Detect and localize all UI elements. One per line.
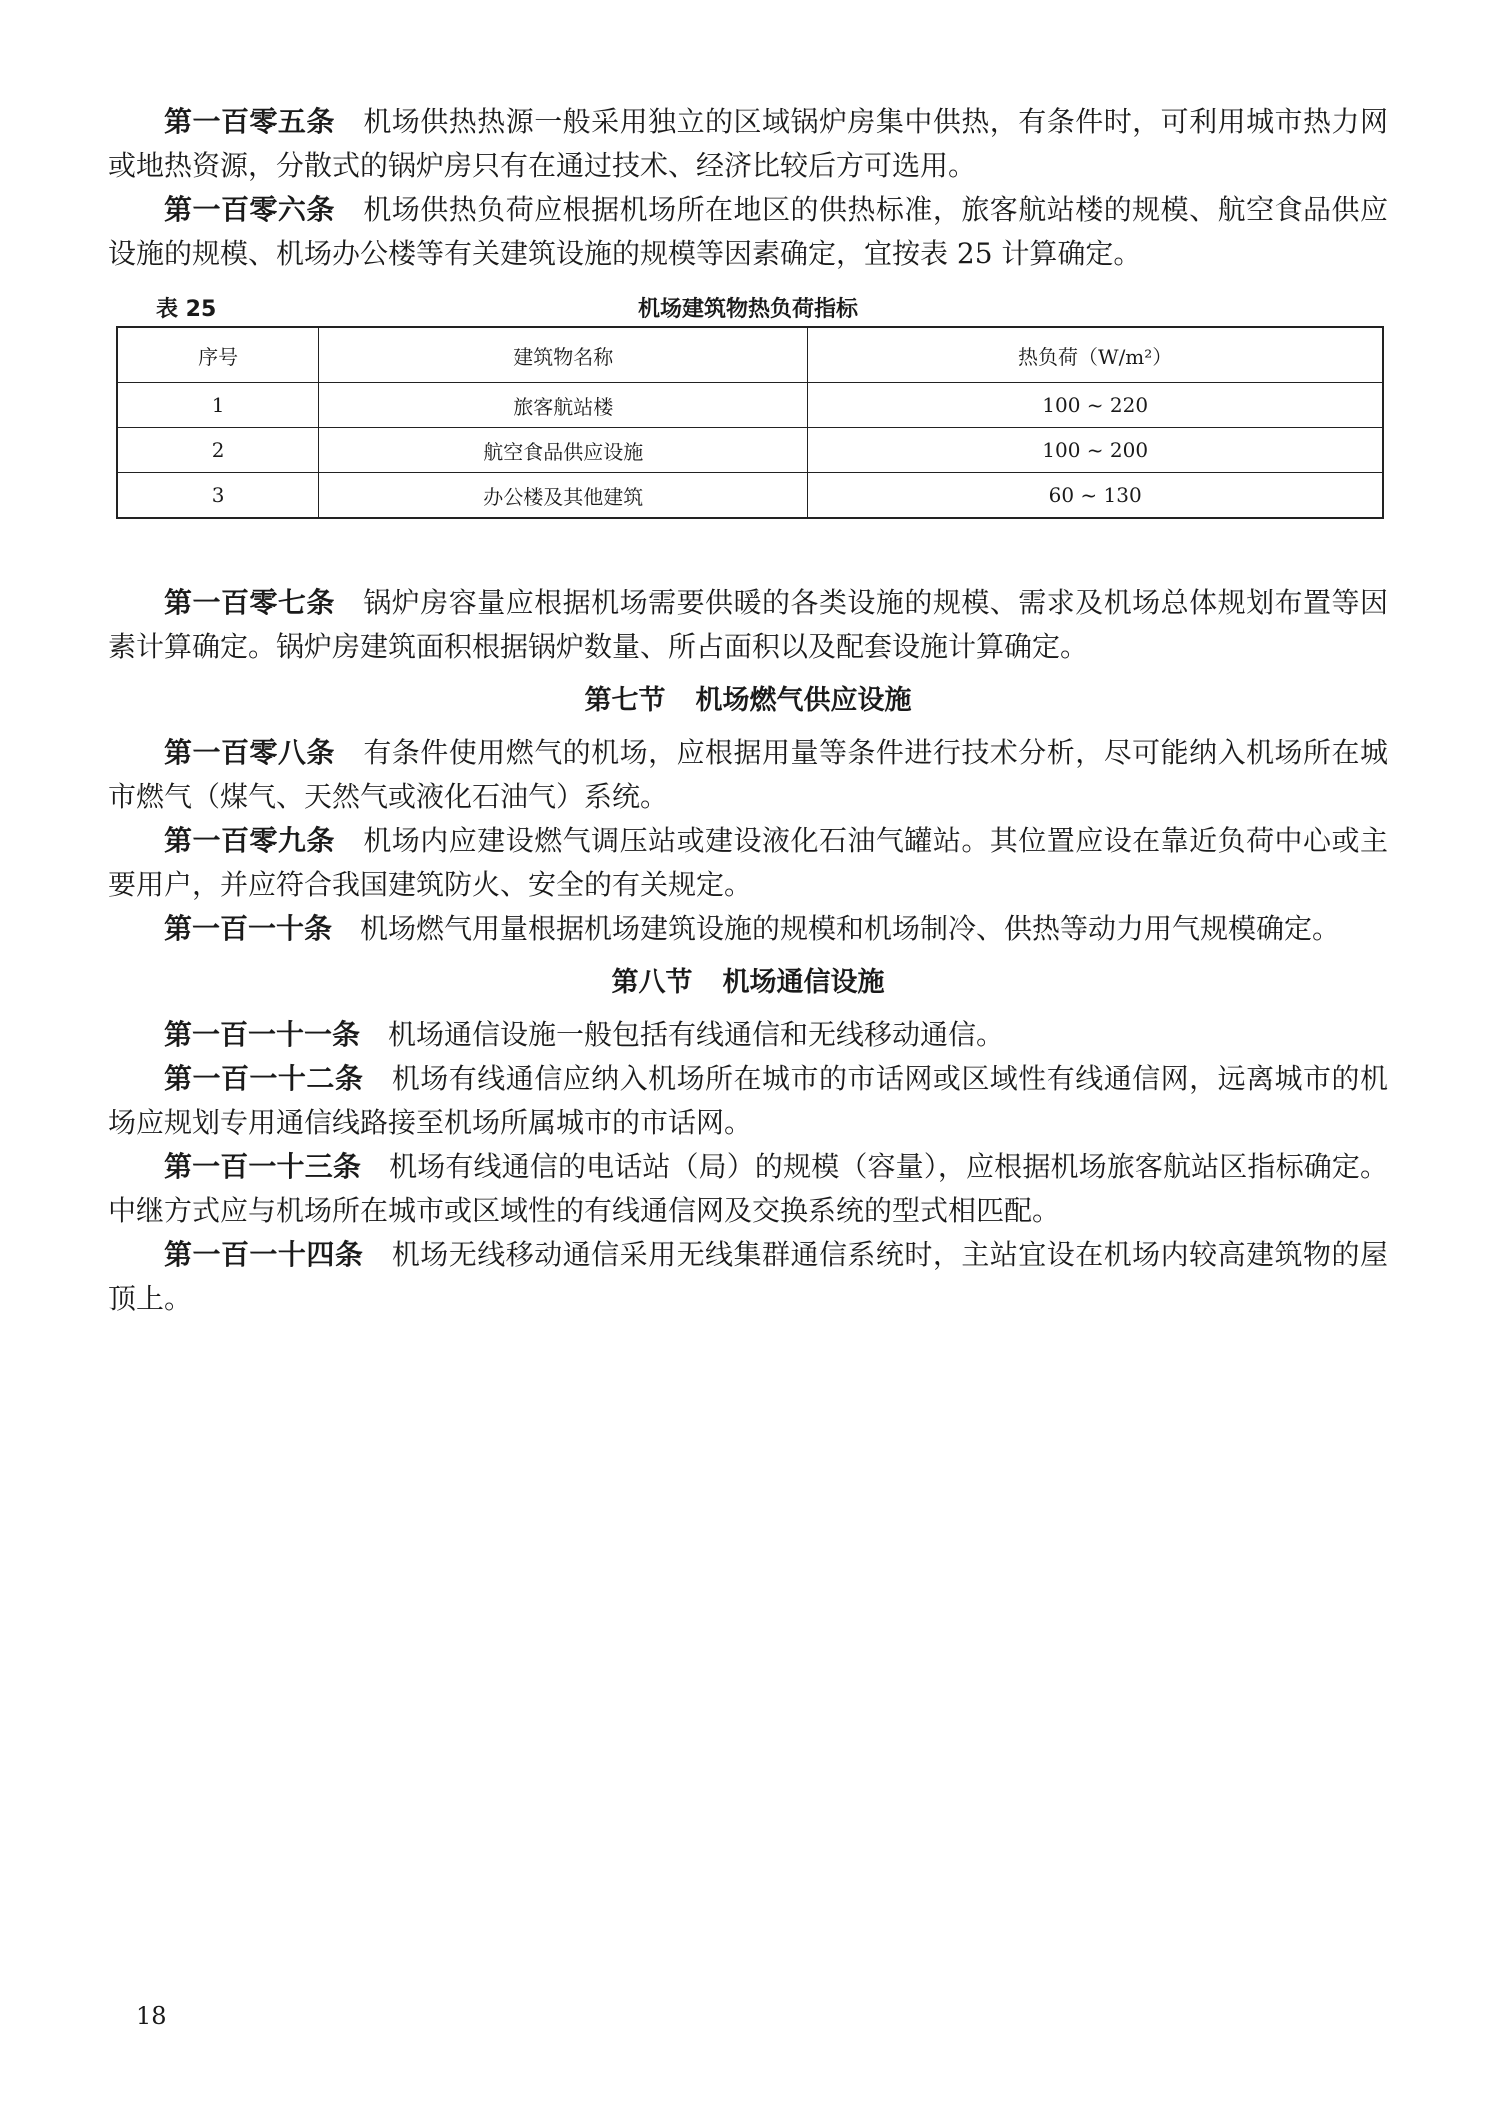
table-caption — [108, 286, 1388, 326]
cell-building: 办公楼及其他建筑 — [319, 473, 808, 519]
cell-index: 1 — [117, 383, 319, 428]
article-114 — [108, 1233, 1388, 1321]
table-header-row — [117, 327, 1383, 383]
section-number: 第七节 — [584, 685, 666, 716]
article-text: 机场内应建设燃气调压站或建设液化石油气罐站。其位置应设在靠近负荷中心或主要用户，并应符合我国建筑防火、安全的有关规定。 — [108, 824, 1388, 901]
cell-heat-load: 100 ~ 220 — [808, 383, 1383, 428]
article-label: 第一百一十三条 — [164, 1150, 361, 1183]
article-text: 锅炉房容量应根据机场需要供暖的各类设施的规模、需求及机场总体规划布置等因素计算确定。锅炉房建筑面积根据锅炉数量、所占面积以及配套设施计算确定。 — [108, 586, 1388, 663]
section-title: 机场通信设施 — [722, 967, 885, 998]
article-text: 机场通信设施一般包括有线通信和无线移动通信。 — [388, 1018, 1005, 1051]
table-number: 表 25 — [156, 297, 217, 322]
header-building: 建筑物名称 — [319, 327, 808, 383]
article-label: 第一百一十四条 — [164, 1238, 364, 1271]
article-label: 第一百零八条 — [164, 736, 335, 769]
article-label: 第一百一十条 — [164, 912, 333, 945]
article-label: 第一百一十二条 — [164, 1062, 364, 1095]
table-row — [117, 383, 1383, 428]
article-111 — [108, 1013, 1388, 1057]
article-label: 第一百一十一条 — [164, 1018, 361, 1051]
article-label: 第一百零九条 — [164, 824, 335, 857]
cell-heat-load: 60 ~ 130 — [808, 473, 1383, 519]
heat-load-table — [116, 326, 1384, 519]
article-text: 机场有线通信的电话站（局）的规模（容量），应根据机场旅客航站区指标确定。中继方式应与机场所在城市或区域性的有线通信网及交换系统的型式相匹配。 — [108, 1150, 1388, 1227]
article-label: 第一百零五条 — [164, 105, 335, 138]
article-109 — [108, 819, 1388, 907]
cell-heat-load: 100 ~ 200 — [808, 428, 1383, 473]
article-text: 机场供热负荷应根据机场所在地区的供热标准，旅客航站楼的规模、航空食品供应设施的规模、机场办公楼等有关建筑设施的规模等因素确定，宜按表 25 计算确定。 — [108, 193, 1388, 270]
article-106 — [108, 188, 1388, 276]
table-row — [117, 428, 1383, 473]
section-8-heading — [108, 959, 1388, 1007]
article-label: 第一百零七条 — [164, 586, 335, 619]
document-page — [108, 100, 1388, 1321]
article-text: 机场无线移动通信采用无线集群通信系统时，主站宜设在机场内较高建筑物的屋顶上。 — [108, 1238, 1388, 1315]
section-7-heading — [108, 677, 1388, 725]
article-110 — [108, 907, 1388, 951]
header-index: 序号 — [117, 327, 319, 383]
cell-building: 航空食品供应设施 — [319, 428, 808, 473]
article-text: 机场燃气用量根据机场建筑设施的规模和机场制冷、供热等动力用气规模确定。 — [360, 912, 1341, 945]
article-text: 机场有线通信应纳入机场所在城市的市话网或区域性有线通信网，远离城市的机场应规划专用通信线路接至机场所属城市的市话网。 — [108, 1062, 1388, 1139]
page-number: 18 — [136, 2002, 167, 2030]
article-113 — [108, 1145, 1388, 1233]
section-title: 机场燃气供应设施 — [695, 685, 912, 716]
header-heat-load: 热负荷（W/m²） — [808, 327, 1383, 383]
article-text: 有条件使用燃气的机场，应根据用量等条件进行技术分析，尽可能纳入机场所在城市燃气（煤气、天然气或液化石油气）系统。 — [108, 736, 1388, 813]
article-112 — [108, 1057, 1388, 1145]
article-105 — [108, 100, 1388, 188]
table-row — [117, 473, 1383, 519]
cell-index: 3 — [117, 473, 319, 519]
table-title: 机场建筑物热负荷指标 — [637, 297, 858, 322]
cell-building: 旅客航站楼 — [319, 383, 808, 428]
article-text: 机场供热热源一般采用独立的区域锅炉房集中供热，有条件时，可利用城市热力网或地热资源，分散式的锅炉房只有在通过技术、经济比较后方可选用。 — [108, 105, 1388, 182]
article-107 — [108, 581, 1388, 669]
article-108 — [108, 731, 1388, 819]
cell-index: 2 — [117, 428, 319, 473]
section-number: 第八节 — [611, 967, 693, 998]
article-label: 第一百零六条 — [164, 193, 335, 226]
